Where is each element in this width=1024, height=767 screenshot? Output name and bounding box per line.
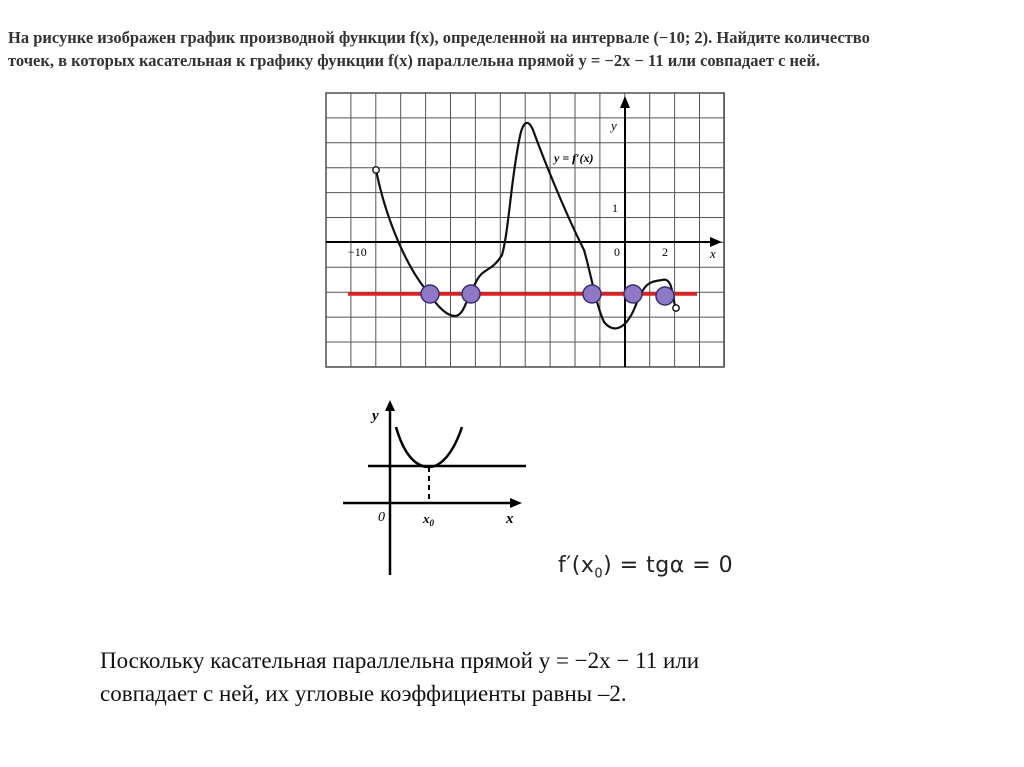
intersection-point <box>656 287 674 305</box>
explanation-line-2: совпадает с ней, их угловые коэффициенты равны –2. <box>100 681 627 706</box>
tick-label-minus-ten: −10 <box>348 245 367 259</box>
formula-subscript: 0 <box>594 566 604 582</box>
explanation-text <box>100 644 920 710</box>
intersection-point <box>421 285 439 303</box>
problem-line-2: точек, в которых касательная к графику функции f(x) параллельна прямой y = −2x − 11 или совпадает с ней. <box>8 51 820 70</box>
x-axis-arrow <box>510 498 522 508</box>
origin-label: 0 <box>378 510 385 525</box>
formula-suffix: ) = tgα = 0 <box>603 553 734 578</box>
tick-label-two: 2 <box>662 245 668 259</box>
problem-statement <box>8 26 1016 72</box>
problem-line-1: На рисунке изображен график производной функции f(x), определенной на интервале (−10; 2). Найдите количество <box>8 28 870 47</box>
tick-label-one: 1 <box>612 201 618 215</box>
y-axis-arrow <box>385 400 395 411</box>
intersection-point <box>583 285 601 303</box>
origin-label: 0 <box>614 245 620 259</box>
derivative-graph <box>322 90 728 370</box>
closed-endpoint-left <box>373 167 379 173</box>
x-axis-label: x <box>506 511 514 527</box>
formula-prefix: f′(x <box>558 553 595 578</box>
open-endpoint-right <box>673 305 679 311</box>
intersection-point <box>462 285 480 303</box>
y-axis-label: y <box>611 118 617 133</box>
tangent-illustration <box>338 395 538 585</box>
explanation-line-1: Поскольку касательная параллельна прямой y = −2x − 11 или <box>100 648 700 673</box>
x0-subscript: 0 <box>429 518 434 528</box>
y-axis-label: y <box>372 408 379 424</box>
parabola-curve <box>396 427 462 467</box>
x0-main: x <box>423 511 430 526</box>
intersection-point <box>624 285 642 303</box>
x0-label <box>422 511 435 528</box>
x-axis-label: x <box>710 246 716 261</box>
function-label: y = f′(x) <box>554 151 594 165</box>
tangent-formula <box>558 553 733 581</box>
